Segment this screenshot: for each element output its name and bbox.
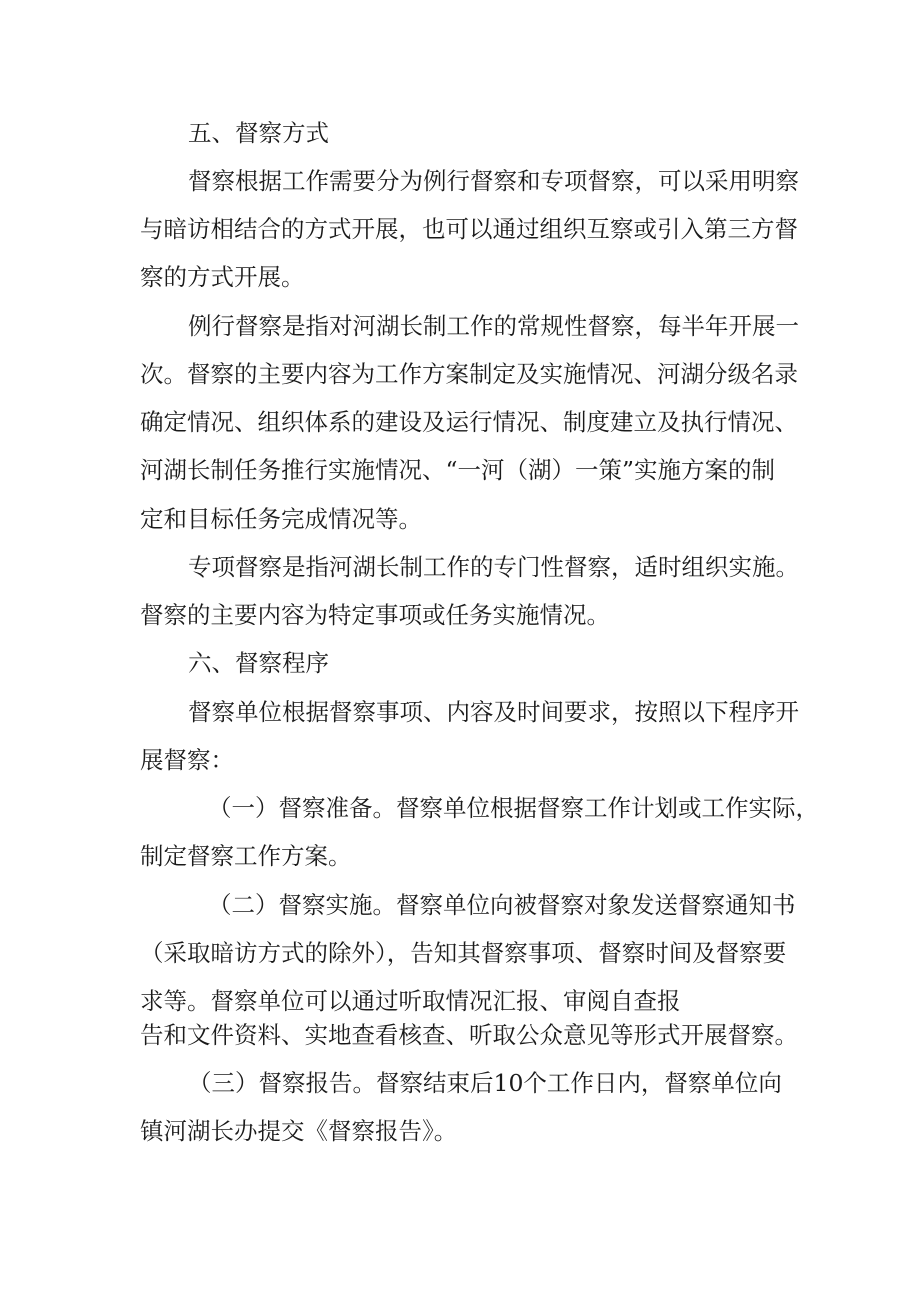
paragraph-line: 确定情况、组织体系的建设及运行情况、制度建立及执行情况、 xyxy=(140,408,798,436)
paragraph-line: 定和目标任务完成情况等。 xyxy=(140,505,422,533)
paragraph-line: 展督察： xyxy=(140,746,234,774)
paragraph-line: 督察根据工作需要分为例行督察和专项督察，可以采用明察 xyxy=(188,167,799,195)
step-line: 告和文件资料、实地查看核查、听取公众意见等形式开展督察。 xyxy=(140,1021,798,1049)
step-line: 制定督察工作方案。 xyxy=(140,842,352,870)
section-heading: 五、督察方式 xyxy=(188,119,329,147)
paragraph-line: 河湖长制任务推行实施情况、“一河（湖）一策”实施方案的制 xyxy=(140,456,776,484)
paragraph-line: 察的方式开展。 xyxy=(140,263,305,291)
paragraph-line: 督察的主要内容为特定事项或任务实施情况。 xyxy=(140,601,610,629)
step-line: 求等。督察单位可以通过听取情况汇报、审阅自查报 xyxy=(140,987,681,1015)
paragraph-line: 例行督察是指对河湖长制工作的常规性督察，每半年开展一 xyxy=(188,312,799,340)
paragraph-line: 督察单位根据督察事项、内容及时间要求，按照以下程序开 xyxy=(188,698,799,726)
step-line: 镇河湖长办提交《督察报告》。 xyxy=(140,1117,458,1145)
step-line: （一）督察准备。督察单位根据督察工作计划或工作实际， xyxy=(208,794,819,822)
section-heading: 六、督察程序 xyxy=(188,649,329,677)
step-line: （二）督察实施。督察单位向被督察对象发送督察通知书 xyxy=(208,891,796,919)
paragraph-line: 专项督察是指河湖长制工作的专门性督察，适时组织实施。 xyxy=(188,553,799,581)
paragraph-line: 与暗访相结合的方式开展，也可以通过组织互察或引入第三方督 xyxy=(140,215,798,243)
paragraph-line: 次。督察的主要内容为工作方案制定及实施情况、河湖分级名录 xyxy=(140,360,798,388)
step-line: （采取暗访方式的除外），告知其督察事项、督察时间及督察要 xyxy=(140,939,787,967)
step-line: （三）督察报告。督察结束后10个工作日内，督察单位向 xyxy=(188,1069,782,1097)
